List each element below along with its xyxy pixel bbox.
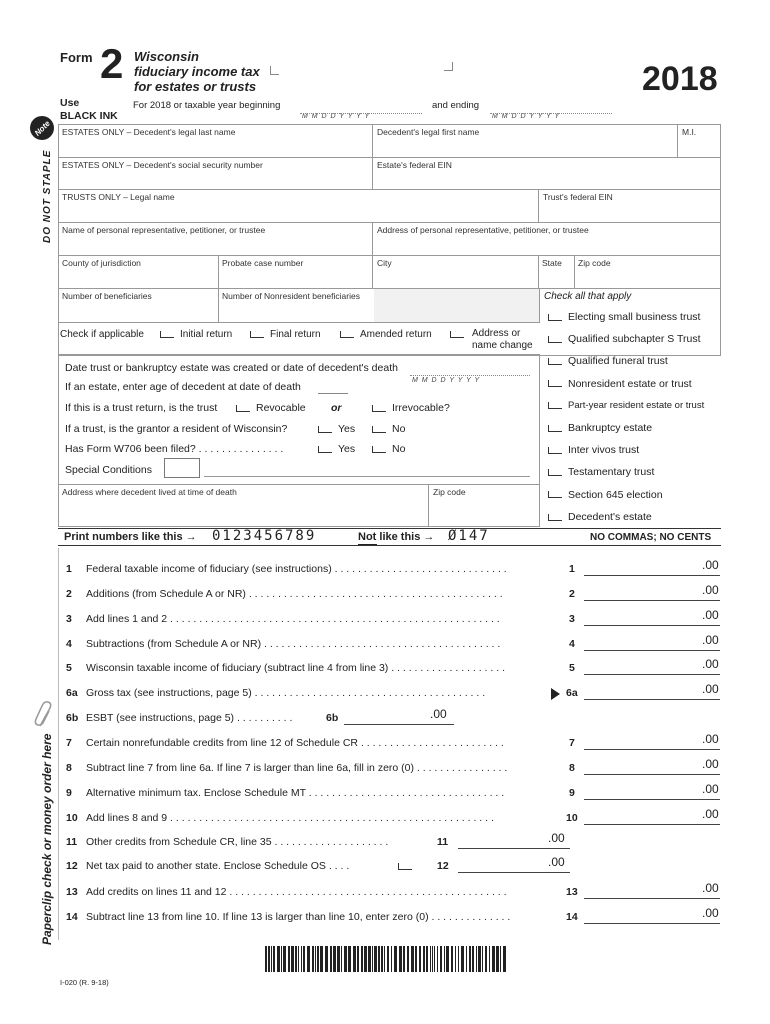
line-ref: 6b <box>326 712 339 724</box>
barcode-bar <box>303 946 305 972</box>
check-all-item-label: Inter vivos trust <box>568 444 640 457</box>
line-ref: 5 <box>569 662 575 674</box>
line-number: 5 <box>66 662 72 674</box>
check-all-item-label: Electing small business trust <box>568 311 701 323</box>
line-number: 4 <box>66 638 72 650</box>
barcode-bar <box>325 946 328 972</box>
decedent-address-field[interactable]: Address where decedent lived at time of death <box>62 487 237 497</box>
line-description: Gross tax (see instructions, page 5) . . . . . . . . . . . . . . . . . . . . . . . . . . . . . . . . . . . . . . . . <box>86 687 486 699</box>
line-number: 3 <box>66 613 72 625</box>
barcode-bar <box>295 946 297 972</box>
irrevocable-label: Irrevocable? <box>392 402 450 414</box>
state-field[interactable]: State <box>542 258 562 268</box>
barcode-bar <box>440 946 442 972</box>
end-date-input[interactable] <box>490 104 612 114</box>
amount-input[interactable] <box>584 760 720 775</box>
check-all-item[interactable] <box>548 378 692 390</box>
trust-ein-field[interactable]: Trust's federal EIN <box>543 192 613 202</box>
barcode-bar <box>291 946 294 972</box>
amended-return-label: Amended return <box>360 329 432 340</box>
initial-return-label: Initial return <box>180 329 233 340</box>
line-ref: 3 <box>569 613 575 625</box>
line-ref: 14 <box>566 911 578 923</box>
amount-input[interactable] <box>584 810 720 825</box>
check-all-item[interactable] <box>548 489 663 501</box>
barcode-bar <box>277 946 280 972</box>
line-ref: 1 <box>569 563 575 575</box>
address-change-checkbox[interactable] <box>450 329 470 340</box>
date-created-input[interactable] <box>410 368 530 376</box>
irrevocable-checkbox[interactable] <box>372 402 450 414</box>
check-all-item[interactable] <box>548 422 652 434</box>
decedent-zip-field[interactable]: Zip code <box>433 487 466 497</box>
not-like-label: Not like this → <box>358 531 435 543</box>
amount-input[interactable] <box>584 586 720 601</box>
line-ref: 9 <box>569 787 575 799</box>
line-ref: 7 <box>569 737 575 749</box>
cents-label: .00 <box>702 732 719 746</box>
cents-label: .00 <box>702 657 719 671</box>
barcode-bar <box>333 946 336 972</box>
barcode-bar <box>485 946 487 972</box>
estates-ssn-field[interactable]: ESTATES ONLY – Decedent's social security number <box>62 160 263 170</box>
barcode-bar <box>469 946 471 972</box>
barcode-bar <box>399 946 402 972</box>
line-description: Subtract line 7 from line 6a. If line 7 is larger than line 6a, fill in zero (0) . . . . . . . . . . . . . . . . <box>86 762 508 774</box>
barcode-bar <box>432 946 433 972</box>
checkbox-icon <box>450 331 464 338</box>
date-created-format: M M D D Y Y Y Y <box>412 377 481 384</box>
final-return-checkbox[interactable] <box>250 329 321 340</box>
barcode-bar <box>348 946 351 972</box>
checkbox-icon <box>372 426 386 433</box>
decedent-first-name-field[interactable]: Decedent's legal first name <box>377 127 480 137</box>
barcode-bar <box>281 946 282 972</box>
check-all-item-label: Bankruptcy estate <box>568 422 653 434</box>
line-number: 2 <box>66 588 72 600</box>
line-number: 6a <box>66 687 78 699</box>
cents-label: .00 <box>702 682 719 696</box>
barcode-bar <box>426 946 428 972</box>
no-commas-label: NO COMMAS; NO CENTS <box>590 532 712 543</box>
barcode-bar <box>458 946 459 972</box>
trusts-legal-name-field[interactable]: TRUSTS ONLY – Legal name <box>62 192 175 202</box>
barcode-bar <box>372 946 373 972</box>
amount-input[interactable] <box>584 611 720 626</box>
grantor-no-checkbox[interactable] <box>372 423 405 435</box>
note-badge <box>25 111 59 145</box>
barcode-bar <box>337 946 340 972</box>
line-number: 6b <box>66 712 79 724</box>
special-conditions-input[interactable] <box>164 458 200 478</box>
barcode-bar <box>489 946 490 972</box>
check-all-item[interactable] <box>548 511 652 523</box>
barcode-bar <box>315 946 316 972</box>
amount-input[interactable] <box>584 909 720 924</box>
w706-label: Has Form W706 been filed? . . . . . . . . . . . . . . . <box>65 443 284 455</box>
black-ink-label: BLACK INK <box>60 110 118 122</box>
barcode-bar <box>288 946 290 972</box>
estates-last-name-field[interactable]: ESTATES ONLY – Decedent's legal last name <box>62 127 236 137</box>
check-if-applicable-label: Check if applicable <box>60 329 144 340</box>
age-at-death-input[interactable] <box>318 381 348 394</box>
amended-return-checkbox[interactable] <box>340 329 432 340</box>
barcode-bar <box>437 946 438 972</box>
barcode-bar <box>434 946 435 972</box>
barcode-bar <box>482 946 483 972</box>
name-change-label: name change <box>472 340 533 351</box>
print-like-label: Print numbers like this → <box>64 531 197 543</box>
address-or-label: Address or <box>472 328 521 339</box>
barcode-bar <box>273 946 275 972</box>
age-at-death-label: If an estate, enter age of decedent at date of death <box>65 381 301 393</box>
line-number: 9 <box>66 787 72 799</box>
schedule-os-checkbox[interactable] <box>398 863 412 870</box>
title-line2: fiduciary income tax <box>134 64 260 79</box>
checkbox-icon <box>318 446 332 453</box>
barcode-bar <box>451 946 453 972</box>
title-line3: for estates or trusts <box>134 79 257 94</box>
checkbox-icon <box>548 447 562 454</box>
barcode-bar <box>407 946 409 972</box>
barcode-bar <box>330 946 332 972</box>
barcode-bar <box>503 946 506 972</box>
barcode-bar <box>341 946 342 972</box>
checkbox-icon <box>548 314 562 321</box>
line-number: 11 <box>66 836 78 848</box>
arrow-right-icon <box>551 688 560 700</box>
estate-ein-field[interactable]: Estate's federal EIN <box>377 160 452 170</box>
checkbox-icon <box>372 446 386 453</box>
corner-mark-right <box>444 62 453 71</box>
form-code: I-020 (R. 9-18) <box>60 978 109 987</box>
cents-label: .00 <box>702 881 719 895</box>
barcode-bar <box>271 946 272 972</box>
grantor-no-label: No <box>392 423 406 435</box>
check-all-item[interactable] <box>548 355 668 367</box>
barcode-bar <box>364 946 367 972</box>
checkbox-icon <box>340 331 354 338</box>
bad-digits: Ø147 <box>448 528 490 544</box>
zip-field[interactable]: Zip code <box>578 258 611 268</box>
check-all-item-label: Testamentary trust <box>568 466 655 479</box>
final-return-label: Final return <box>270 329 321 340</box>
trust-return-label: If this is a trust return, is the trust <box>65 402 218 414</box>
amount-input[interactable] <box>584 561 720 576</box>
barcode-bar <box>368 946 371 972</box>
line-description: Subtract line 13 from line 10. If line 13 is larger than line 10, enter zero (0) . . . . . . . . . . . . . . <box>86 911 511 923</box>
paperclip-label: Paperclip check or money order here <box>40 733 54 945</box>
initial-return-checkbox[interactable] <box>160 329 232 340</box>
barcode-bar <box>353 946 356 972</box>
line-description: Certain nonrefundable credits from line 12 of Schedule CR . . . . . . . . . . . . . . . . . . . . . . . . . <box>86 737 504 749</box>
not-underline <box>358 544 377 545</box>
amount-input[interactable] <box>584 735 720 750</box>
form-number: 2 <box>100 40 124 87</box>
barcode-bar <box>419 946 421 972</box>
barcode-bar <box>312 946 314 972</box>
special-conditions-label: Special Conditions <box>65 464 152 476</box>
check-all-item-label: Section 645 election <box>568 488 663 501</box>
grantor-yes-label: Yes <box>338 423 356 435</box>
note-badge-text: Note <box>32 118 52 138</box>
cents-label: .00 <box>548 831 565 845</box>
form-label: Form <box>60 50 93 65</box>
checkbox-icon <box>548 402 562 409</box>
barcode-bar <box>461 946 464 972</box>
barcode-bar <box>455 946 456 972</box>
line-ref: 4 <box>569 638 575 650</box>
line-ref: 13 <box>566 886 578 898</box>
cents-label: .00 <box>702 807 719 821</box>
line-number: 1 <box>66 563 72 575</box>
checkbox-icon <box>548 380 562 387</box>
begin-date-format: M M D D Y Y Y Y <box>302 113 371 120</box>
barcode-bar <box>492 946 495 972</box>
barcode-bar <box>466 946 467 972</box>
cents-label: .00 <box>430 707 447 721</box>
line-description: Subtractions (from Schedule A or NR) . . . . . . . . . . . . . . . . . . . . . . . . . . . . . . . . . . . . . . . . . <box>86 638 501 650</box>
cents-label: .00 <box>702 633 719 647</box>
barcode-bar <box>384 946 385 972</box>
or-label: or <box>331 402 342 414</box>
grantor-yes-checkbox[interactable] <box>318 423 355 435</box>
check-all-item[interactable] <box>548 333 701 345</box>
barcode-bar <box>394 946 397 972</box>
line-description: Other credits from Schedule CR, line 35 . . . . . . . . . . . . . . . . . . . . <box>86 836 389 848</box>
middle-initial-field[interactable]: M.I. <box>682 127 697 137</box>
line-number: 12 <box>66 860 78 872</box>
barcode-bar <box>411 946 414 972</box>
barcode-bar <box>496 946 499 972</box>
amount-input[interactable] <box>584 636 720 651</box>
checkbox-icon <box>548 469 562 476</box>
w706-no-label: No <box>392 443 406 455</box>
barcode-bar <box>317 946 319 972</box>
barcode-bar <box>344 946 347 972</box>
check-all-item[interactable] <box>548 466 654 478</box>
line-description: Additions (from Schedule A or NR) . . . . . . . . . . . . . . . . . . . . . . . . . . . . . . . . . . . . . . . . . . . . <box>86 588 503 600</box>
line-ref: 12 <box>437 860 449 872</box>
corner-mark-left <box>270 66 279 75</box>
revocable-label: Revocable <box>256 402 306 414</box>
title-line1: Wisconsin <box>134 49 199 64</box>
checkbox-icon <box>548 358 562 365</box>
cents-label: .00 <box>702 757 719 771</box>
city-field[interactable]: City <box>377 258 392 268</box>
barcode-bar <box>476 946 477 972</box>
line-number: 10 <box>66 812 78 824</box>
date-created-label: Date trust or bankruptcy estate was created or date of decedent's death <box>65 362 398 374</box>
barcode-bar <box>357 946 359 972</box>
line-description: Add lines 1 and 2 . . . . . . . . . . . . . . . . . . . . . . . . . . . . . . . . . . . . . . . . . . . . . . . . . . . . . . . . . <box>86 613 500 625</box>
barcode-bar <box>500 946 501 972</box>
barcode-bar <box>374 946 377 972</box>
cents-label: .00 <box>702 608 719 622</box>
cents-label: .00 <box>548 855 565 869</box>
amount-input[interactable] <box>584 884 720 899</box>
barcode-bar <box>415 946 417 972</box>
checkbox-icon <box>160 331 174 338</box>
checkbox-icon <box>372 405 386 412</box>
probate-case-field[interactable]: Probate case number <box>222 258 304 268</box>
county-field[interactable]: County of jurisdiction <box>62 258 141 268</box>
tax-year-begin-label: For 2018 or taxable year beginning <box>133 100 281 111</box>
shaded-box <box>374 289 539 322</box>
barcode-bar <box>391 946 392 972</box>
barcode-bar <box>472 946 474 972</box>
tax-year: 2018 <box>642 60 718 98</box>
line-ref: 2 <box>569 588 575 600</box>
line-number: 7 <box>66 737 72 749</box>
barcode-bar <box>478 946 481 972</box>
good-digits: 0123456789 <box>212 528 317 544</box>
amount-input[interactable] <box>584 660 720 675</box>
cents-label: .00 <box>702 906 719 920</box>
checkbox-icon <box>548 336 562 343</box>
line-ref: 10 <box>566 812 578 824</box>
check-all-item[interactable] <box>548 444 639 456</box>
rep-address-field[interactable]: Address of personal representative, petitioner, or trustee <box>377 225 589 235</box>
barcode-bar <box>298 946 299 972</box>
w706-no-checkbox[interactable] <box>372 443 405 455</box>
barcode-bar <box>307 946 310 972</box>
and-ending-label: and ending <box>432 100 480 111</box>
num-nonresident-field[interactable]: Number of Nonresident beneficiaries <box>222 291 360 301</box>
line-ref: 8 <box>569 762 575 774</box>
barcode-bar <box>444 946 445 972</box>
barcode-bar <box>301 946 302 972</box>
checkbox-icon <box>236 405 250 412</box>
check-all-item-label: Part-year resident estate or trust <box>568 399 705 411</box>
checkbox-icon <box>250 331 264 338</box>
line-description: Wisconsin taxable income of fiduciary (subtract line 4 from line 3) . . . . . . . . . . . . . . . . . . . . <box>86 662 505 674</box>
barcode-bar <box>361 946 363 972</box>
end-date-format: M M D D Y Y Y Y <box>492 113 561 120</box>
amount-input[interactable] <box>584 685 720 700</box>
check-all-heading: Check all that apply <box>544 291 632 302</box>
line-number: 8 <box>66 762 72 774</box>
do-not-staple-label: DO NOT STAPLE <box>42 149 53 243</box>
check-all-item-label: Qualified funeral trust <box>568 355 668 368</box>
amount-input[interactable] <box>584 785 720 800</box>
check-all-item-label: Decedent's estate <box>568 510 652 523</box>
barcode-bar <box>381 946 383 972</box>
num-beneficiaries-field[interactable]: Number of beneficiaries <box>62 291 152 301</box>
checkbox-icon <box>318 426 332 433</box>
check-all-item-label: Qualified subchapter S Trust <box>568 333 701 346</box>
check-all-item[interactable] <box>548 400 704 411</box>
checkbox-icon <box>548 425 562 432</box>
line-number: 13 <box>66 886 78 898</box>
cents-label: .00 <box>702 782 719 796</box>
barcode-bar <box>430 946 431 972</box>
check-all-item-label: Nonresident estate or trust <box>568 377 692 390</box>
line-description: Net tax paid to another state. Enclose Schedule OS . . . . <box>86 860 350 872</box>
revocable-checkbox[interactable] <box>236 402 306 414</box>
check-all-item[interactable] <box>548 311 700 323</box>
checkbox-icon <box>548 514 562 521</box>
grantor-label: If a trust, is the grantor a resident of Wisconsin? <box>65 423 288 435</box>
use-label: Use <box>60 97 80 109</box>
barcode-bar <box>268 946 270 972</box>
barcode-bar <box>378 946 380 972</box>
barcode-bar <box>320 946 323 972</box>
line-description: Add lines 8 and 9 . . . . . . . . . . . . . . . . . . . . . . . . . . . . . . . . . . . . . . . . . . . . . . . . . . . . . . . . <box>86 812 494 824</box>
line-description: Federal taxable income of fiduciary (see instructions) . . . . . . . . . . . . . . . . . . . . . . . . . . . . . . <box>86 563 507 575</box>
line-number: 14 <box>66 911 78 923</box>
cents-label: .00 <box>702 558 719 572</box>
barcode-bar <box>387 946 389 972</box>
barcode-bar <box>403 946 405 972</box>
barcode-bar <box>283 946 286 972</box>
w706-yes-checkbox[interactable] <box>318 443 355 455</box>
rep-name-field[interactable]: Name of personal representative, petitioner, or trustee <box>62 225 266 235</box>
special-conditions-line[interactable] <box>204 476 530 477</box>
cents-label: .00 <box>702 583 719 597</box>
barcode-bar <box>446 946 449 972</box>
paperclip-icon <box>34 700 56 733</box>
barcode-bar <box>423 946 425 972</box>
line-description: Add credits on lines 11 and 12 . . . . . . . . . . . . . . . . . . . . . . . . . . . . . . . . . . . . . . . . . . . . . . . . <box>86 886 507 898</box>
line-description: ESBT (see instructions, page 5) . . . . . . . . . . <box>86 712 293 724</box>
barcode-bar <box>265 946 267 972</box>
w706-yes-label: Yes <box>338 443 356 455</box>
begin-date-input[interactable] <box>300 104 422 114</box>
checkbox-icon <box>548 491 562 498</box>
line-ref: 6a <box>566 687 578 699</box>
line-ref: 11 <box>437 836 449 848</box>
line-description: Alternative minimum tax. Enclose Schedule MT . . . . . . . . . . . . . . . . . . . . . . . . . . . . . . . . . . <box>86 787 505 799</box>
